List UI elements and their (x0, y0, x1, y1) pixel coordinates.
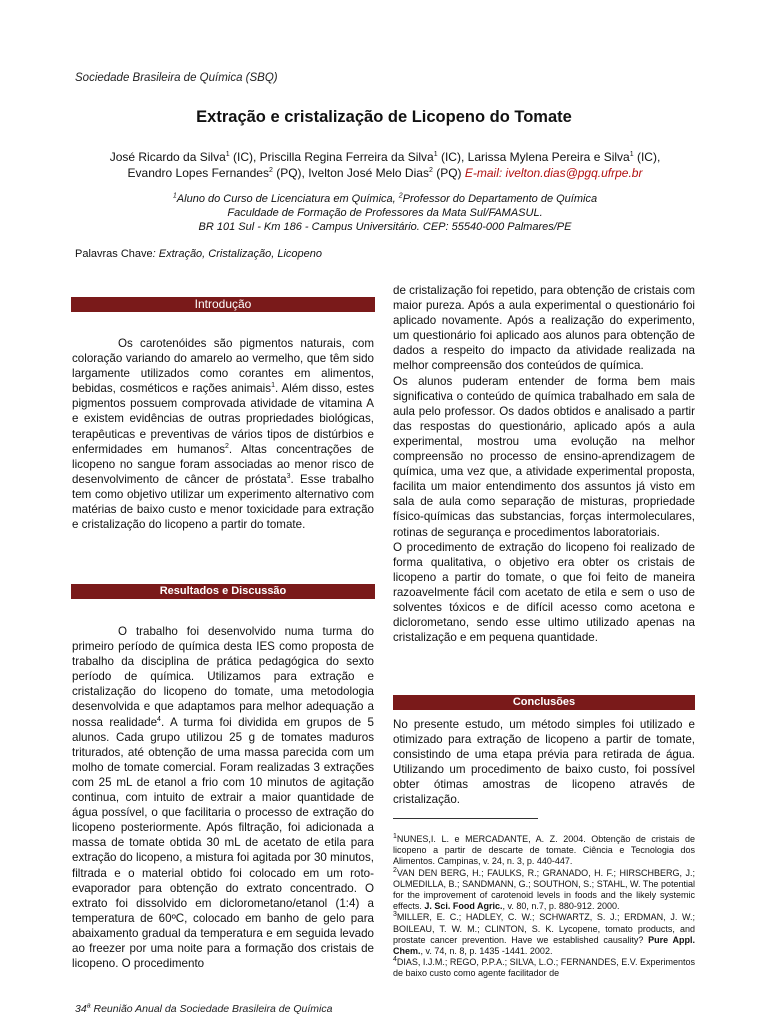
results-text-left: O trabalho foi desenvolvido numa turma do primeiro período de química desta IES como proposta de trabalho da disciplina de prática pedagógica do sexto período de química. Utilizamos para extração e cristalização do licopeno do tomate, uma metodologia desenvolvida e que adaptamos para melhor adequação a nossa realidade$^4$. A turma foi dividida em grupos de 5 alunos. Cada grupo utilizou 25 g de tomates maduros triturados, até obtenção de uma massa parecida com um molho de tomate comercial. Foram realizadas 3 extrações com 25 mL de etanol a frio com 10 minutos de agitação continua, com intuito de extrair a maior quantidade de água possível, o que facilitaria o processo de extração do licopeno posteriormente. Após filtração, foi adicionada a massa de tomate obtida 30 mL de acetato de etila para extração do licopeno, a mistura foi agitada por 30 minutos, filtrada e o material obtido foi colocado em um roto-evaporador para obtenção do extrato concentrado. O extrato foi dissolvido em diclorometano/etanol (1:4) a temperatura de 60ºC, colocado em banho de gelo para abaixamento gradual da temperatura e em seguida levado ao freezer por uma noite para a formação dos cristais de licopeno. O procedimento (72, 625, 374, 971)
introduction-text: Os carotenóides são pigmentos naturais, com coloração variando do amarelo ao vermelho, que têm sido largamente utilizados como corantes em alimentos, bebidas, cosméticos e rações animais$^1$. Além disso, estes pigmentos possuem comprovada atividade de vitamina A e existem evidências de outras propriedades biológicas, terapêuticas e preventivas de vários tipos de distúrbios e enfermidades em humanos$^2$. Altas concentrações de licopeno no sangue foram associadas ao menor risco de desenvolvimento de câncer de próstata$^3$. Esse trabalho tem como objetivo utilizar um experimento alternativo com matérias de baixo custo e menor toxicidade para extração e cristalização do licopeno a partir do tomate. (72, 337, 374, 532)
author-list (60, 149, 710, 181)
affiliation-marker: 1 (172, 192, 177, 200)
conclusions-text: No presente estudo, um método simples foi utilizado e otimizado para extração de licopeno a partir de tomate, consistindo de uma etapa prévia para retirada de água. Utilizando um procedimento de baixo custo, foi possível obter ótimas amostras de licopeno através de cristalização. (393, 718, 695, 807)
section-heading-introduction: Introdução (71, 297, 375, 312)
keywords-label: Palavras Chave (75, 248, 153, 260)
section-heading-conclusions: Conclusões (393, 695, 695, 710)
author-name: Evandro Lopes Fernandes (127, 166, 269, 180)
author-role: (IC), (633, 150, 661, 164)
results-text-right (393, 283, 695, 645)
affiliation-block (60, 192, 710, 234)
affiliation-line: BR 101 Sul - Km 186 - Campus Universitário. CEP: 55540-000 Palmares/PE (198, 221, 572, 233)
citation-marker: 4 (157, 715, 161, 723)
author-role: (IC), (229, 150, 260, 164)
author-name: Priscilla Regina Ferreira da Silva (259, 150, 434, 164)
footnote-divider (393, 818, 538, 819)
author-role: (PQ), (272, 166, 309, 180)
keywords-values: : Extração, Cristalização, Licopeno (152, 248, 323, 260)
author-role: (IC), (437, 150, 468, 164)
paragraph: O procedimento de extração do licopeno foi realizado de forma qualitativa, o objetivo era obter os cristais de licopeno a partir do tomate, o que foi feito de maneira razoavelmente fácil com acetato de etila e sem o uso de solventes tóxicos e de difícil acesso como acetona e diclorometano, sendo esse ultimo utilizado apenas na cristalização e em pequena quantidade. (393, 540, 695, 645)
paragraph: Os alunos puderam entender de forma bem mais significativa o conteúdo de química trabalhado em sala de aula pelo professor. Os dados obtidos e analisado a partir das respostas do questionário, aplicado após a aula experimental, mostrou uma evolução na melhor compreensão no processo de ensino-aprendizagem de química, uma vez que, a atividade experimental proposta, facilita um maior entendimento dos assuntos já visto em sala de aula como separação de misturas, propriedade físico-químicas das substancias, forças intermoleculares, rotinas de segurança e procedimentos laboratoriais. (393, 374, 695, 539)
paper-title: Extração e cristalização de Licopeno do Tomate (196, 108, 572, 126)
citation-marker: 3 (286, 472, 291, 480)
affiliation-line: Faculdade de Formação de Professores da Mata Sul/FAMASUL. (227, 207, 543, 219)
author-name: José Ricardo da Silva (109, 150, 226, 164)
paragraph: de cristalização foi repetido, para obtenção de cristais com maior pureza. Após a aula experimental o questionário foi aplicado novamente. Após a realização do experimento, um questionário foi aplicado aos alunos para obtenção de dados a respeito do impacto da atividade realizada na melhor compreensão dos conteúdos de química. (393, 284, 695, 373)
author-name: Ivelton José Melo Dias (308, 166, 429, 180)
affiliation-marker: 2 (398, 192, 403, 200)
citation-marker: 1 (271, 382, 275, 390)
affiliation-line: Aluno do Curso de Licenciatura em Química, (176, 193, 399, 205)
footnotes (393, 834, 695, 980)
affiliation-marker: 2 (268, 167, 273, 174)
society-header: Sociedade Brasileira de Química (SBQ) (75, 72, 278, 84)
footnote: $^4$DIAS, I.J.M.; REGO, P.P.A.; SILVA, L.O.; FERNANDES, E.V. Experimentos de baixo custo como agente facilitador de (393, 956, 696, 979)
affiliation-line: Professor do Departamento de Química (402, 193, 598, 205)
affiliation-marker: 1 (433, 151, 438, 158)
author-role: (PQ) (432, 166, 465, 180)
citation-marker: 2 (225, 442, 229, 450)
contact-email[interactable]: E-mail: ivelton.dias@pgq.ufrpe.br (464, 166, 643, 180)
footnote: $^1$NUNES,I. L. e MERCADANTE, A. Z. 2004. Obtenção de cristais de licopeno a partir de descarte de tomate. Ciência e Tecnologia dos Alimentos. Campinas, v. 24, n. 3, p. 440-447. (393, 833, 695, 867)
page-footer: 34$^a$ Reunião Anual da Sociedade Brasileira de Química (75, 1002, 333, 1015)
footnote: $^2$VAN DEN BERG, H.; FAULKS, R.; GRANADO, H. F.; HIRSCHBERG, J.; OLMEDILLA, B.; SANDMANN, G.; SOUTHON, S.; STAHL, W. The potential for the improvement of carotenoid levels in foods and the likely systemic effects. J. Sci. Food Agric., v. 80, n.7, p. 880-912. 2000. (393, 866, 695, 912)
affiliation-marker: 1 (225, 151, 230, 158)
keywords (75, 248, 322, 260)
affiliation-marker: 2 (428, 167, 433, 174)
author-name: Larissa Mylena Pereira e Silva (467, 150, 630, 164)
footnote: $^3$MILLER, E. C.; HADLEY, C. W.; SCHWARTZ, S. J.; ERDMAN, J. W.; BOILEAU, T. W. M.; CLINTON, S. K. Lycopene, tomato products, and prostate cancer prevention. Have we established causality? Pure Appl. Chem., v. 74, n. 8, p. 1435 -1441. 2002. (393, 911, 696, 957)
section-heading-results: Resultados e Discussão (71, 584, 375, 599)
affiliation-marker: 1 (629, 151, 634, 158)
